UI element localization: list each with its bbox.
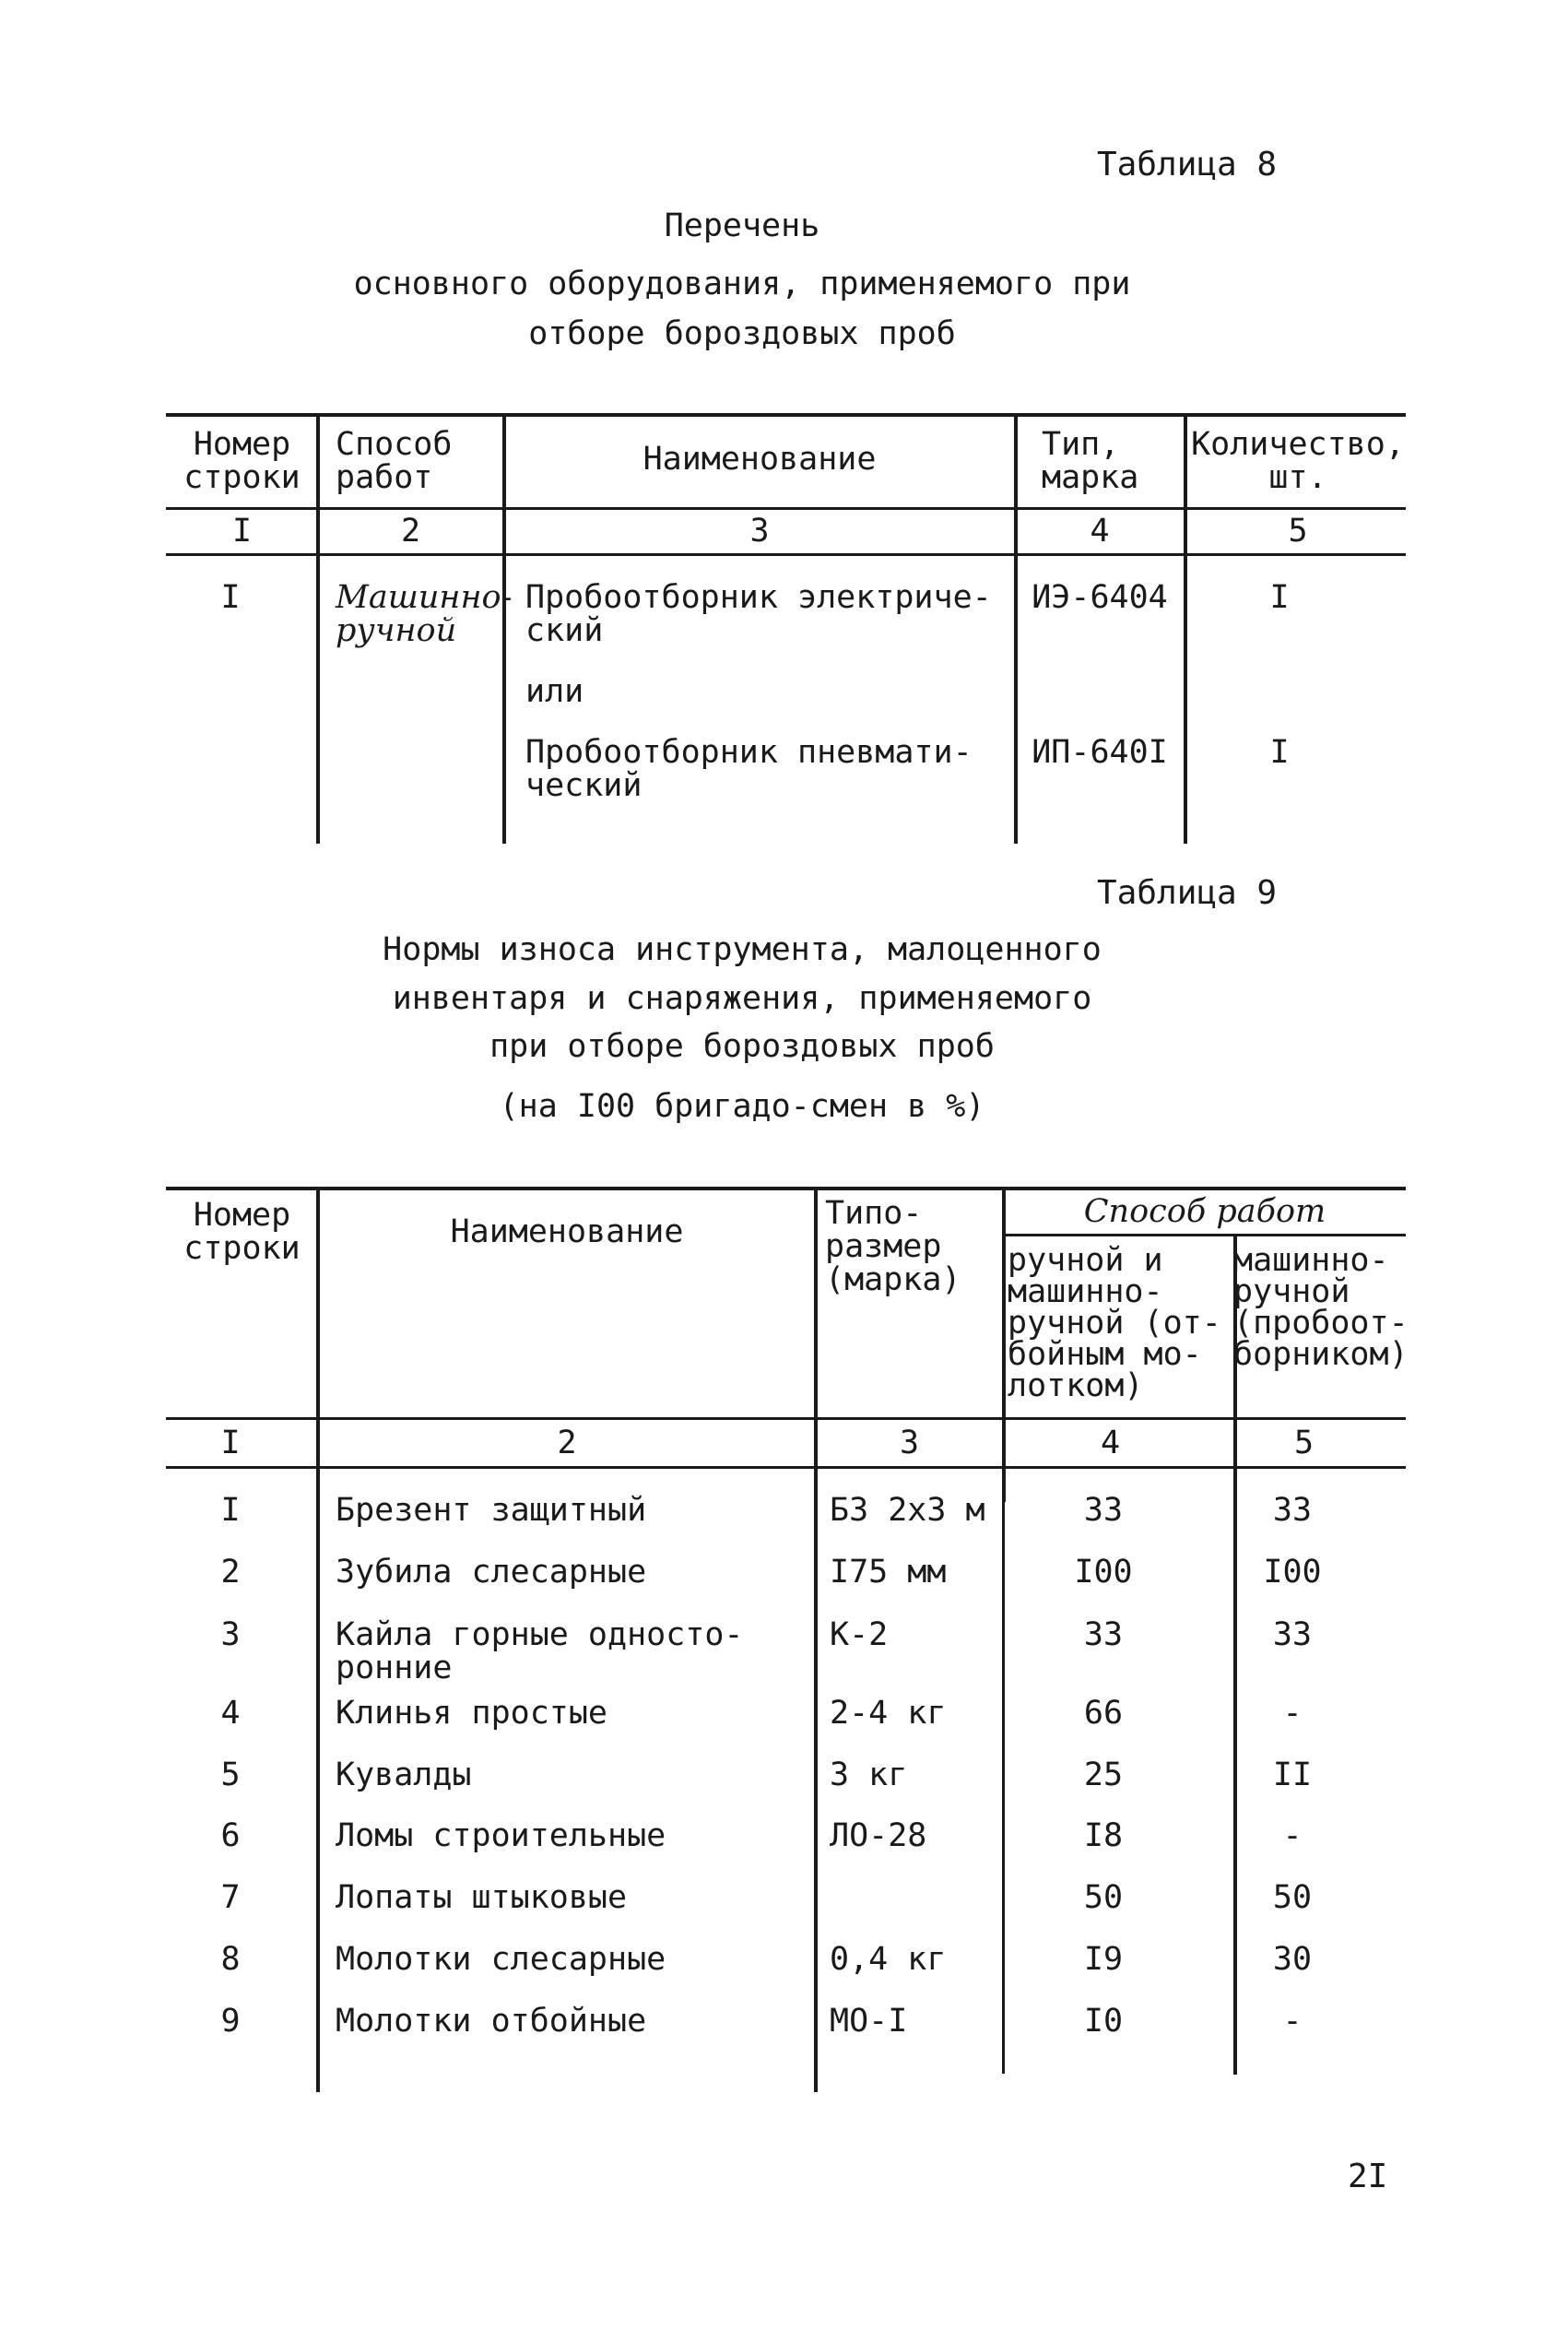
row-manual: I0 xyxy=(1083,2003,1124,2040)
row-number: 8 xyxy=(220,1941,241,1978)
table8-colnum-5: 5 xyxy=(1288,513,1308,550)
row-name: Клинья простые xyxy=(336,1695,608,1732)
page-number: 2I xyxy=(1348,2158,1388,2195)
row-name: Брезент защитный xyxy=(336,1492,647,1529)
table8-title-line3: отборе бороздовых проб xyxy=(528,315,956,352)
table9-header-size: Типо- размер (марка) xyxy=(825,1195,961,1298)
table9-header-number: Номер строки xyxy=(183,1197,301,1267)
row-name: Лопаты штыковые xyxy=(336,1879,628,1916)
row-machine: 30 xyxy=(1272,1941,1313,1978)
row-size: К-2 xyxy=(830,1616,889,1653)
table8-colnum-2: 2 xyxy=(400,513,421,550)
table8-row-qty2: I xyxy=(1269,734,1290,771)
table9-colnum-5: 5 xyxy=(1293,1425,1315,1461)
row-number: 2 xyxy=(220,1554,241,1591)
table8-row-item1: Пробоотборник электриче- ский xyxy=(525,579,992,649)
table8-header-name: Наименование xyxy=(643,441,877,478)
table9-colnum-2: 2 xyxy=(557,1425,577,1461)
row-number: 5 xyxy=(220,1756,241,1793)
table8-row-mark2: ИП-640I xyxy=(1032,734,1168,771)
row-machine: II xyxy=(1272,1756,1313,1793)
row-name: Молотки отбойные xyxy=(336,2003,647,2040)
row-name: Молотки слесарные xyxy=(336,1941,666,1978)
row-manual: 50 xyxy=(1083,1879,1124,1916)
row-size: МО-I xyxy=(830,2003,908,2040)
row-machine: - xyxy=(1282,1817,1303,1854)
table8-row-mark1: ИЭ-6404 xyxy=(1032,579,1168,616)
table8-label: Таблица 8 xyxy=(1097,146,1278,183)
row-machine: I00 xyxy=(1263,1554,1322,1591)
row-machine: 50 xyxy=(1272,1879,1313,1916)
row-manual: I00 xyxy=(1074,1554,1133,1591)
table9-subtitle: (на I00 бригадо-смен в %) xyxy=(499,1088,985,1125)
table8-colnum-3: 3 xyxy=(749,513,770,550)
row-name: Ломы строительные xyxy=(336,1817,666,1854)
row-size: I75 мм xyxy=(830,1554,947,1591)
table9-header-machine: машинно- ручной (пробоот- борником) xyxy=(1233,1242,1409,1373)
table8-row-method: Машинно- ручной xyxy=(336,579,513,649)
row-size: ЛО-28 xyxy=(830,1817,927,1854)
table9-label: Таблица 9 xyxy=(1097,874,1278,912)
table8-colnum-4: 4 xyxy=(1090,513,1110,550)
table8-row-number: I xyxy=(220,579,241,616)
row-machine: - xyxy=(1282,1695,1303,1732)
table9-header-manual: ручной и машинно- ручной (от- бойным мо- лотком) xyxy=(1008,1242,1221,1404)
row-machine: 33 xyxy=(1272,1492,1313,1529)
table9-title-line2: инвентаря и снаряжения, применяемого xyxy=(392,980,1092,1017)
row-size: 3 кг xyxy=(830,1756,908,1793)
row-machine: 33 xyxy=(1272,1616,1313,1653)
table8-colnum-1: I xyxy=(231,513,253,550)
table9-header-method-group: Способ работ xyxy=(1083,1193,1326,1230)
table8-header-method: Способ работ xyxy=(336,426,453,496)
table8-row-or: или xyxy=(525,673,584,710)
table8-row-item2: Пробоотборник пневмати- ческий xyxy=(525,734,973,804)
row-number: 4 xyxy=(220,1695,241,1732)
row-manual: 66 xyxy=(1083,1695,1124,1732)
row-size: 2-4 кг xyxy=(830,1695,947,1732)
row-number: I xyxy=(220,1492,241,1529)
row-manual: 33 xyxy=(1083,1492,1124,1529)
table8-header-type: Тип, марка xyxy=(1042,426,1139,496)
row-size: БЗ 2х3 м xyxy=(830,1492,985,1529)
row-number: 9 xyxy=(220,2003,241,2040)
table8-row-qty1: I xyxy=(1269,579,1290,616)
table9-colnum-4: 4 xyxy=(1100,1425,1121,1461)
row-name: Кайла горные односто- ронние xyxy=(336,1616,744,1686)
row-machine: - xyxy=(1282,2003,1303,2040)
row-number: 6 xyxy=(220,1817,241,1854)
table8-title-line1: Перечень xyxy=(664,207,820,244)
table8-header-number: Номер строки xyxy=(183,426,301,496)
table8-title-line2: основного оборудования, применяемого при xyxy=(353,266,1131,302)
row-manual: I8 xyxy=(1083,1817,1124,1854)
table9-title-line1: Нормы износа инструмента, малоценного xyxy=(383,931,1102,968)
row-number: 3 xyxy=(220,1616,241,1653)
row-manual: 25 xyxy=(1083,1756,1124,1793)
row-number: 7 xyxy=(220,1879,241,1916)
row-manual: I9 xyxy=(1083,1941,1124,1978)
table9-colnum-3: 3 xyxy=(899,1425,920,1461)
row-name: Зубила слесарные xyxy=(336,1554,647,1591)
row-manual: 33 xyxy=(1083,1616,1124,1653)
row-size: 0,4 кг xyxy=(830,1941,947,1978)
table9-title-line3: при отборе бороздовых проб xyxy=(489,1028,995,1065)
table8-header-qty: Количество, шт. xyxy=(1191,426,1405,496)
row-name: Кувалды xyxy=(336,1756,472,1793)
table9-header-name: Наименование xyxy=(450,1213,684,1250)
table9-colnum-1: I xyxy=(220,1425,241,1461)
